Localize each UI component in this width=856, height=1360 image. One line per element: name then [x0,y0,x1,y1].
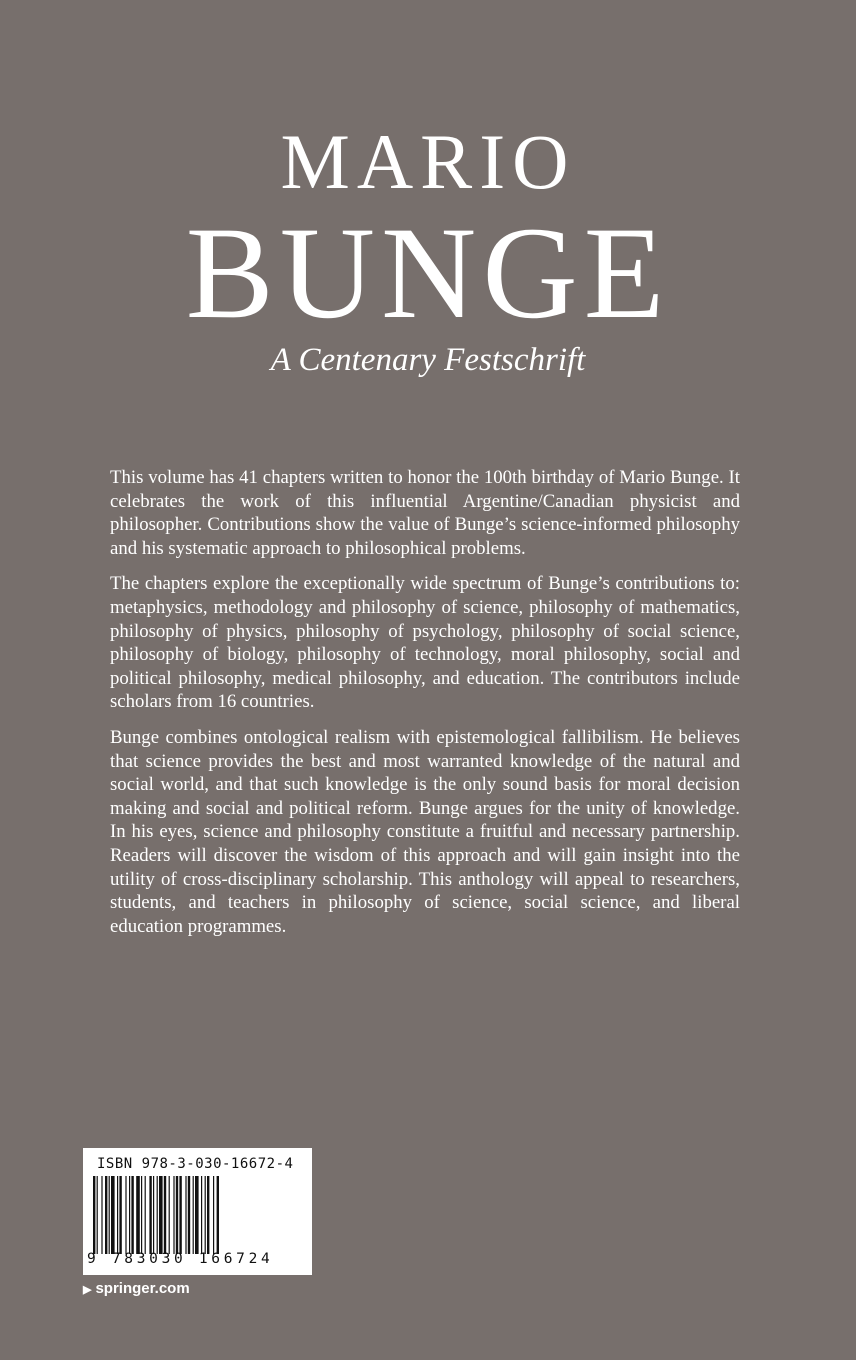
barcode-digits: 9 783030 166724 [87,1251,274,1267]
blurb-paragraph-3: Bunge combines ontological realism with epistemological fallibilism. He believes that science provides the best and most warranted knowledge of the natural and social world, and that such knowledge is the only sound basis for moral decision making and social and political reform. Bunge argues for the unity of knowledge. In his eyes, science and philosophy constitute a fruitful and necessary partnership. Readers will discover the wisdom of this approach and will gain insight into the utility of cross-disciplinary scholarship. This anthology will appeal to researchers, students, and teachers in philosophy of science, social science, and liberal education programmes. [110,726,740,937]
blurb-paragraph-1: This volume has 41 chapters written to honor the 100th birthday of Mario Bunge. It celebrates the work of this influential Argentine/Canadian physicist and philosopher. Contributions show the value of Bunge’s science-informed philosophy and his systematic approach to philosophical problems. [110,467,740,559]
triangle-right-icon: ▶ [83,1284,92,1296]
blurb-paragraph-2: The chapters explore the exceptionally wide spectrum of Bunge’s contributions to: metaphysics, methodology and philosophy of science, philosophy of mathematics, philosophy of physics, philosophy of psychology, philosophy of social science, philosophy of biology, philosophy of technology, moral philosophy, social and political philosophy, medical philosophy, and education. The contributors include scholars from 16 countries. [110,573,740,713]
subtitle: A Centenary Festschrift [270,342,586,378]
isbn-barcode [83,1148,312,1275]
publisher-link[interactable] [83,1280,190,1297]
blurb [110,466,740,950]
isbn-label: ISBN 978-3-030-16672-4 [97,1156,294,1172]
title-line-2: BUNGE [185,199,671,346]
barcode-bars [91,1176,305,1254]
title-line-1: MARIO [280,118,576,205]
publisher-website[interactable]: springer.com [95,1280,190,1297]
